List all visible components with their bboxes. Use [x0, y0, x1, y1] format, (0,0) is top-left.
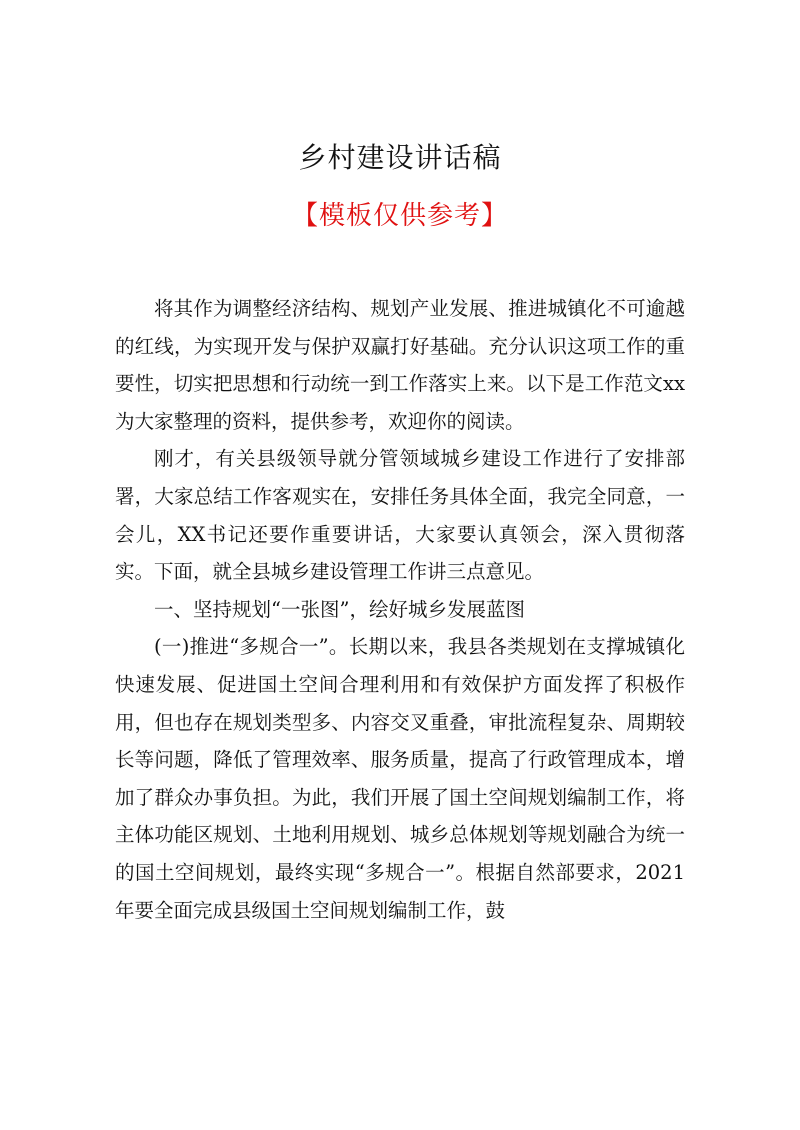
document-body [115, 290, 685, 929]
body-paragraph: 将其作为调整经济结构、规划产业发展、推进城镇化不可逾越的红线，为实现开发与保护双赢打好基础。充分认识这项工作的重要性，切实把思想和行动统一到工作落实上来。以下是工作范文xx为大家整理的资料，提供参考，欢迎你的阅读。 [115, 297, 685, 433]
body-paragraph: (一)推进“多规合一”。长期以来，我县各类规划在支撑城镇化快速发展、促进国土空间合理利用和有效保护方面发挥了积极作用，但也存在规划类型多、内容交叉重叠，审批流程复杂、周期较长等问题，降低了管理效率、服务质量，提高了行政管理成本，增加了群众办事负担。为此，我们开展了国土空间规划编制工作，将主体功能区规划、土地利用规划、城乡总体规划等规划融合为统一的国土空间规划，最终实现“多规合一”。根据自然部要求，2021年要全面完成县级国土空间规划编制工作，鼓 [115, 635, 685, 922]
template-notice: 【模板仅供参考】 [291, 201, 508, 231]
section-heading: 一、坚持规划“一张图”，绘好城乡发展蓝图 [154, 597, 525, 621]
body-paragraph: 刚才，有关县级领导就分管领域城乡建设工作进行了安排部署，大家总结工作客观实在，安排任务具体全面，我完全同意，一会儿，XX书记还要作重要讲话，大家要认真领会，深入贯彻落实。下面，就全县城乡建设管理工作讲三点意见。 [115, 447, 685, 584]
document-title: 乡村建设讲话稿 [298, 141, 502, 174]
